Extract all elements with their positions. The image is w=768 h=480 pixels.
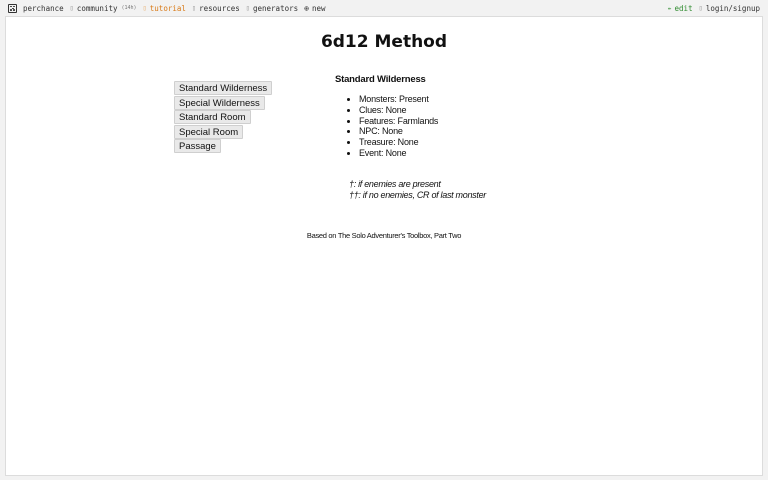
nav-perchance[interactable] (8, 4, 64, 13)
book-icon: ▯ (142, 4, 147, 12)
nav-edit-label: edit (674, 3, 693, 13)
standard-room-button[interactable]: Standard Room (174, 110, 251, 124)
standard-wilderness-button[interactable]: Standard Wilderness (174, 81, 272, 95)
nav-resources[interactable] (192, 4, 240, 13)
nav-new-label: new (311, 3, 326, 13)
nav-generators[interactable] (246, 4, 298, 13)
die-icon (8, 4, 17, 13)
nav-generators-label: generators (252, 3, 299, 13)
result-item-monsters: • Monsters: Present (359, 94, 555, 105)
user-icon: ▯ (698, 4, 703, 12)
nav-resources-label: resources (199, 3, 240, 13)
result-item-treasure: • Treasure: None (359, 137, 555, 148)
nav-edit[interactable] (668, 4, 693, 13)
nav-perchance-label: perchance (23, 3, 64, 13)
attribution-footer: Based on The Solo Adventurer's Toolbox, Part Two (306, 231, 462, 240)
passage-button[interactable]: Passage (174, 139, 221, 153)
nav-tutorial[interactable] (143, 4, 186, 13)
footnotes (335, 179, 555, 201)
top-nav-right (668, 4, 760, 13)
nav-login-label: login/signup (705, 3, 760, 13)
nav-login-signup[interactable] (699, 4, 760, 13)
list-icon: ▯ (245, 4, 250, 12)
result-item-event: • Event: None (359, 148, 555, 159)
result-list (335, 94, 555, 159)
nav-community-label: community (76, 3, 118, 13)
community-badge: (14h) (121, 5, 137, 11)
top-nav-bar (0, 0, 768, 16)
generator-buttons (174, 81, 272, 154)
result-title: Standard Wilderness (335, 74, 426, 85)
result-panel (335, 74, 555, 201)
special-wilderness-button[interactable]: Special Wilderness (174, 96, 265, 110)
nav-new[interactable] (304, 4, 325, 13)
generator-output-frame (5, 16, 763, 476)
top-nav-left (8, 4, 326, 13)
pencil-icon: ✏ (667, 4, 672, 12)
folder-icon: ▯ (191, 4, 197, 12)
footnote-dagger: †: if enemies are present (349, 178, 441, 189)
result-item-npc: • NPC: None (359, 126, 555, 137)
nav-community[interactable] (70, 4, 137, 13)
page-title: 6d12 Method (320, 32, 448, 52)
special-room-button[interactable]: Special Room (174, 125, 243, 139)
chat-icon: ▯ (69, 4, 74, 12)
nav-tutorial-label: tutorial (149, 3, 186, 13)
result-item-clues: • Clues: None (359, 105, 555, 116)
footnote-double-dagger: ††: if no enemies, CR of last monster (349, 189, 486, 200)
plus-circle-icon: ⊕ (304, 3, 309, 13)
result-item-features: • Features: Farmlands (359, 116, 555, 127)
